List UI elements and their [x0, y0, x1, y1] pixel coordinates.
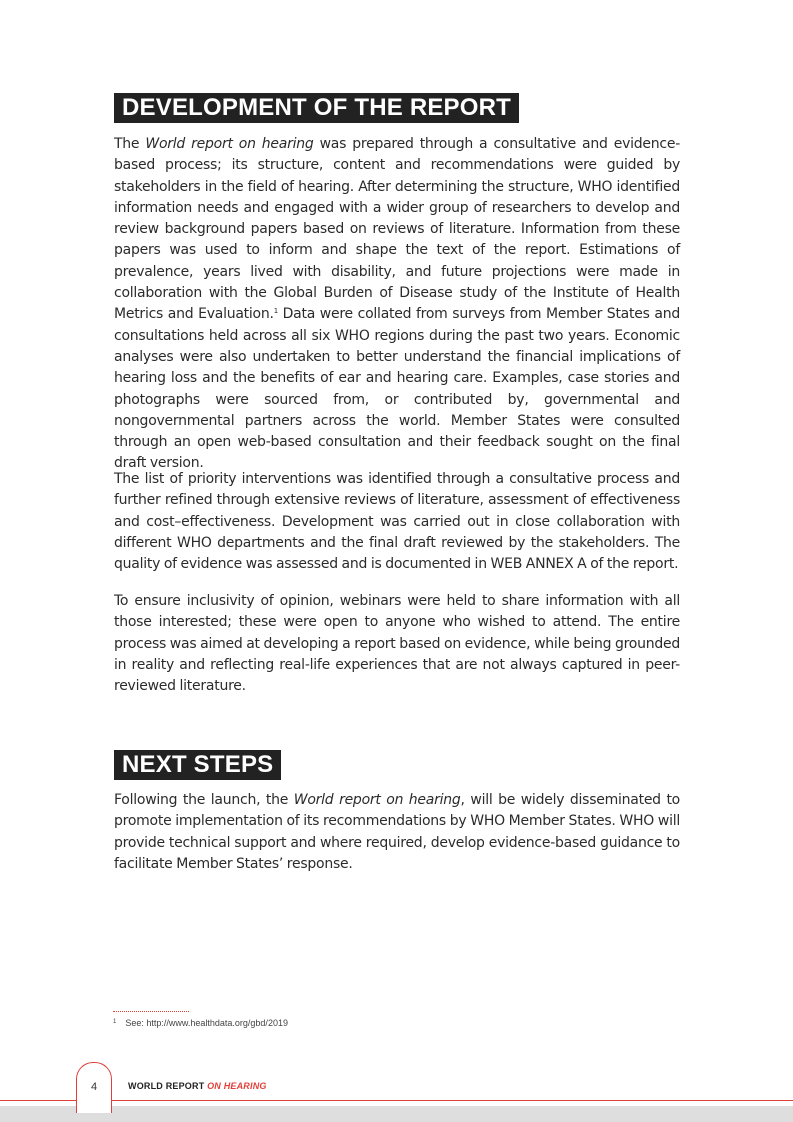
footer-band	[0, 1106, 793, 1122]
page-number: 4	[90, 1081, 98, 1093]
paragraph-body-continued: Data were collated from surveys from Member States and consultations held across all six WHO regions during the past two years. Economic analyses were also undertaken to better understand the financial implications of hearing loss and the benefits of ear and hearing care. Examples, case stories and photographs were sourced from, or contributed by, governmental and nongovernmental partners across the world. Member States were consulted through an open web-based consultation and their feedback sought on the final draft version.	[114, 306, 680, 472]
paragraph-body: , will be widely disseminated to promote implementation of its recommendations by WHO Member States. WHO will provide technical support and where required, develop evidence-based guidance to facilitate Member States’ response.	[114, 792, 680, 872]
footnote-divider	[113, 1011, 189, 1012]
running-title	[128, 1081, 267, 1091]
report-title-italic: World report on hearing	[293, 792, 461, 808]
next-steps-paragraph	[114, 790, 680, 875]
paragraph-prefix: The	[114, 136, 146, 152]
section-heading-development: DEVELOPMENT OF THE REPORT	[114, 93, 519, 123]
paragraph-prefix: Following the launch, the	[114, 792, 294, 808]
footnote-number: 1	[113, 1019, 117, 1025]
development-paragraph-3: To ensure inclusivity of opinion, webinars were held to share information with all those interested; these were open to anyone who wished to attend. The entire process was aimed at developing a report based on evidence, while being grounded in reality and reflecting real-life experiences that are not always captured in peer-reviewed literature.	[114, 593, 680, 695]
section-heading-next-steps: NEXT STEPS	[114, 750, 281, 780]
footnote-text: See: http://www.healthdata.org/gbd/2019	[125, 1018, 288, 1028]
footnote	[113, 1018, 288, 1028]
running-title-accent: ON HEARING	[207, 1081, 267, 1091]
paragraph-body: was prepared through a consultative and evidence-based process; its structure, content and recommendations were guided by stakeholders in the field of hearing. After determining the structure, WHO identified information needs and engaged with a wider group of researchers to develop and review background papers based on reviews of literature. Information from these papers was used to inform and shape the text of the report. Estimations of prevalence, years lived with disability, and future projections were made in collaboration with the Global Burden of Disease study of the Institute of Health Metrics and Evaluation.	[114, 136, 680, 323]
running-title-main: WORLD REPORT	[128, 1081, 208, 1091]
footnote-reference: 1	[273, 307, 278, 316]
development-paragraph-2: The list of priority interventions was identified through a consultative process and further refined through extensive reviews of literature, assessment of effectiveness and cost–effectiveness. Development was carried out in close collaboration with different WHO departments and the final draft reviewed by the stakeholders. The quality of evidence was assessed and is documented in WEB ANNEX A of the report.	[114, 471, 680, 573]
report-title-italic: World report on hearing	[145, 136, 314, 152]
footer-rule	[0, 1100, 793, 1101]
development-paragraph-1	[114, 134, 680, 475]
